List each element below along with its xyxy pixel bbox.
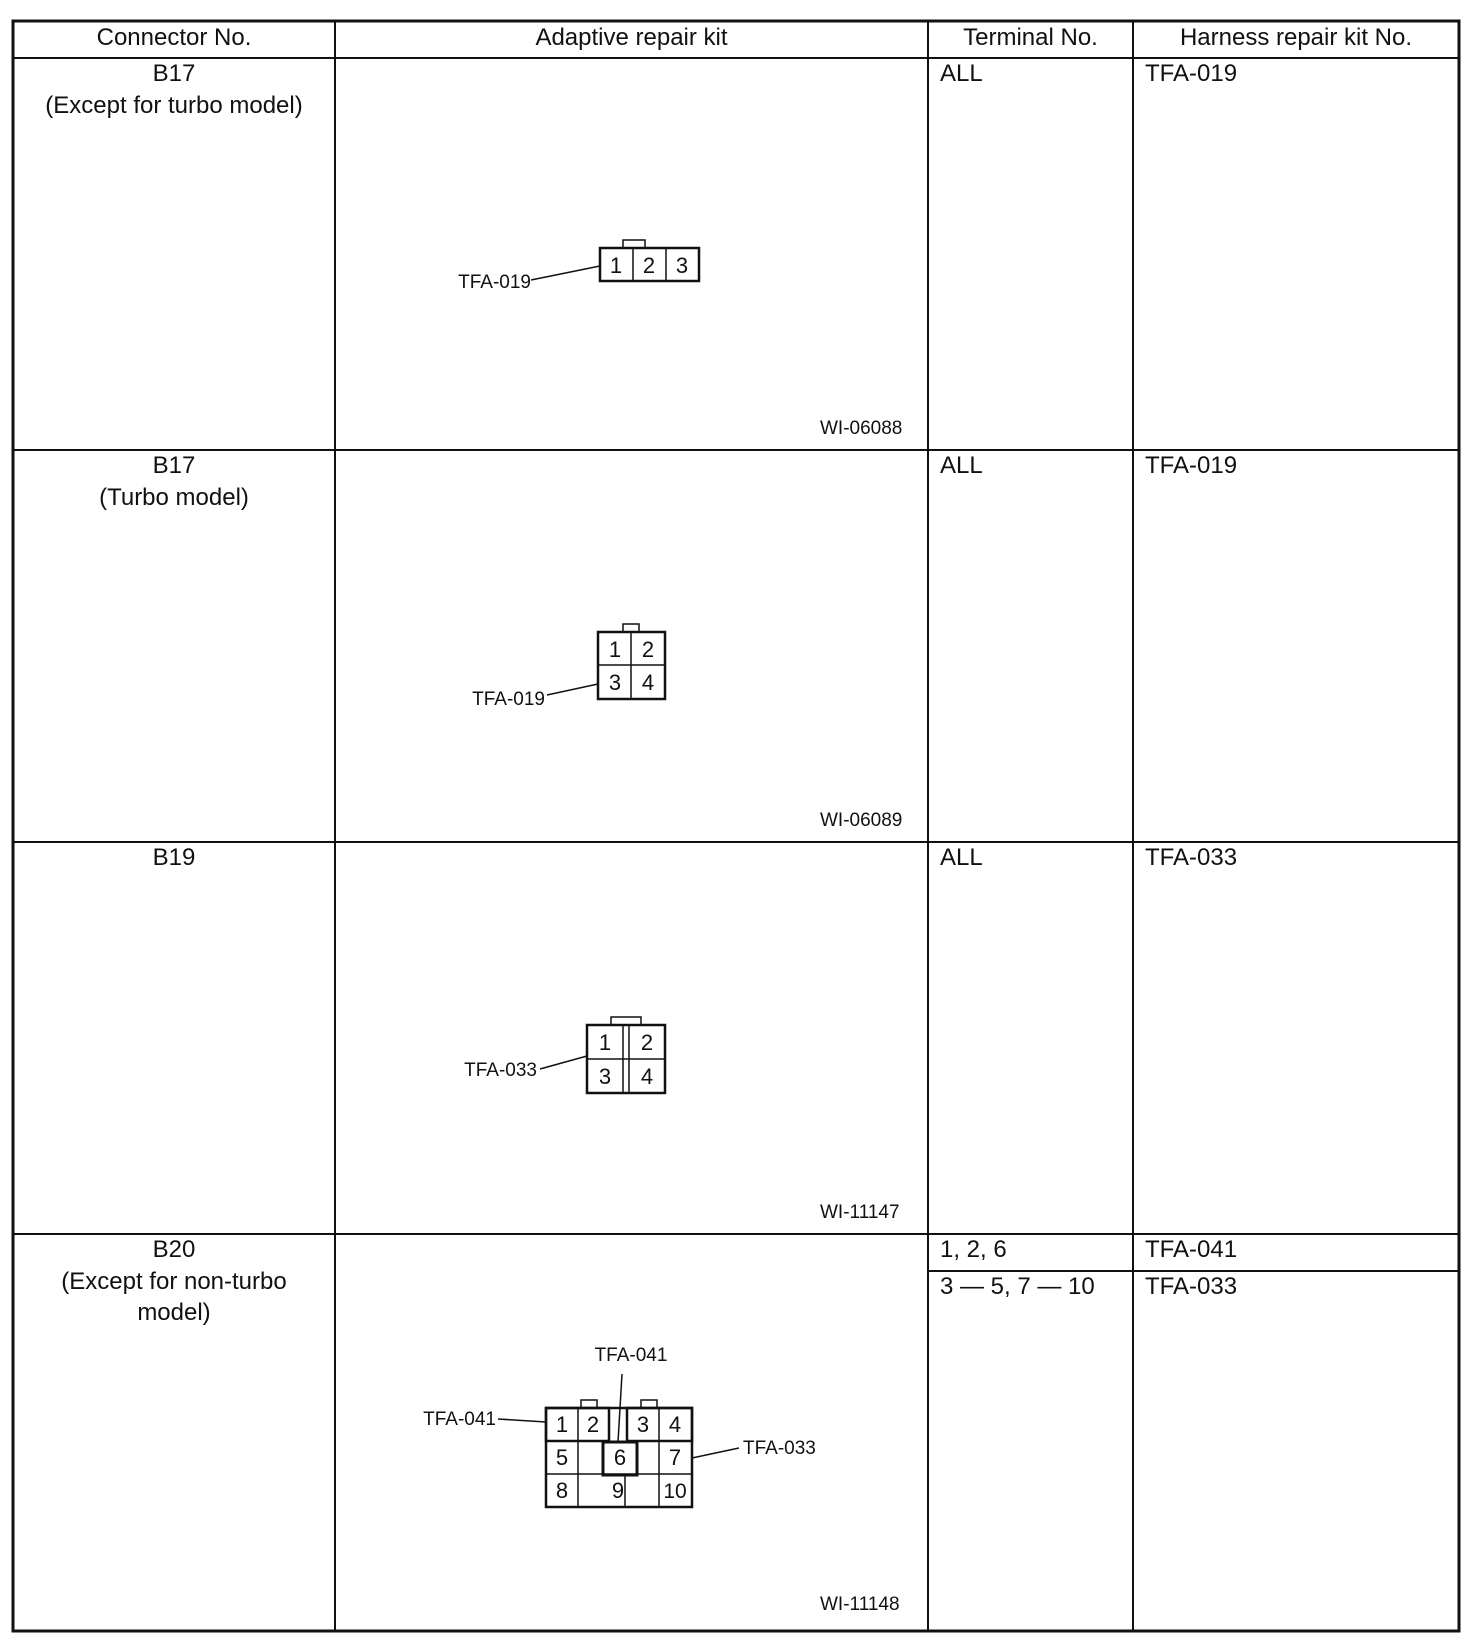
row2-connector-note: (Turbo model) (99, 484, 249, 511)
row3-harness-kit: TFA-033 (1145, 844, 1238, 871)
row4-pin-4: 4 (668, 1412, 682, 1437)
row4-terminal-a: 1, 2, 6 (940, 1236, 1007, 1263)
row3-pin-2: 2 (640, 1030, 654, 1055)
row4-pin-10: 10 (663, 1480, 687, 1503)
row2-figure-code: WI-06089 (820, 810, 903, 831)
header-harness-repair-kit-no: Harness repair kit No. (1179, 24, 1413, 51)
row2-callout-label: TFA-019 (472, 689, 545, 710)
row2-pin-1: 1 (608, 637, 622, 662)
row2-connector: B17 (152, 452, 196, 479)
row4-connector-note-line2: model) (137, 1299, 211, 1326)
row4-pin-5: 5 (555, 1445, 569, 1470)
row3-pin-1: 1 (598, 1030, 612, 1055)
row1-harness-kit: TFA-019 (1145, 60, 1238, 87)
row1-pin-3: 3 (675, 253, 689, 278)
row3-callout-label: TFA-033 (464, 1060, 537, 1081)
header-terminal-no: Terminal No. (963, 24, 1098, 51)
row4-harness-kit-a: TFA-041 (1145, 1236, 1238, 1263)
row4-connector: B20 (152, 1236, 196, 1263)
row2-pin-2: 2 (641, 637, 655, 662)
row4-harness-kit-b: TFA-033 (1145, 1273, 1238, 1300)
row1-pin-2: 2 (642, 253, 656, 278)
row4-pin-6: 6 (613, 1445, 627, 1470)
row4-callout-left: TFA-041 (423, 1409, 496, 1430)
row3-connector-diagram (335, 842, 928, 1234)
row4-connector-diagram (335, 1234, 928, 1626)
row1-connector-note: (Except for turbo model) (45, 92, 303, 119)
row2-harness-kit: TFA-019 (1145, 452, 1238, 479)
row3-figure-code: WI-11147 (820, 1202, 900, 1223)
row4-figure-code: WI-11148 (820, 1594, 900, 1615)
row2-pin-3: 3 (608, 670, 622, 695)
row4-pin-2: 2 (586, 1412, 600, 1437)
row4-pin-9: 9 (611, 1478, 625, 1503)
row1-figure-code: WI-06088 (820, 418, 903, 439)
row3-connector: B19 (152, 844, 196, 871)
row2-pin-4: 4 (641, 670, 655, 695)
row2-connector-diagram (335, 450, 928, 842)
row1-connector-diagram (335, 58, 928, 450)
row4-callout-top: TFA-041 (594, 1345, 668, 1366)
row4-pin-8: 8 (555, 1478, 569, 1503)
row4-pin-7: 7 (668, 1445, 682, 1470)
row1-connector: B17 (152, 60, 196, 87)
row4-pin-3: 3 (636, 1412, 650, 1437)
row3-pin-4: 4 (640, 1064, 654, 1089)
row1-terminal: ALL (940, 60, 983, 87)
row2-terminal: ALL (940, 452, 983, 479)
row1-callout-label: TFA-019 (458, 272, 531, 293)
row4-connector-note-line1: (Except for non-turbo (61, 1268, 287, 1295)
row1-pin-1: 1 (609, 253, 623, 278)
row4-callout-right: TFA-033 (743, 1438, 816, 1459)
row3-terminal: ALL (940, 844, 983, 871)
header-adaptive-repair-kit: Adaptive repair kit (535, 24, 728, 51)
row4-pin-1: 1 (555, 1412, 569, 1437)
header-connector-no: Connector No. (96, 24, 252, 51)
row4-terminal-b: 3 — 5, 7 — 10 (940, 1273, 1095, 1300)
row3-pin-3: 3 (598, 1064, 612, 1089)
